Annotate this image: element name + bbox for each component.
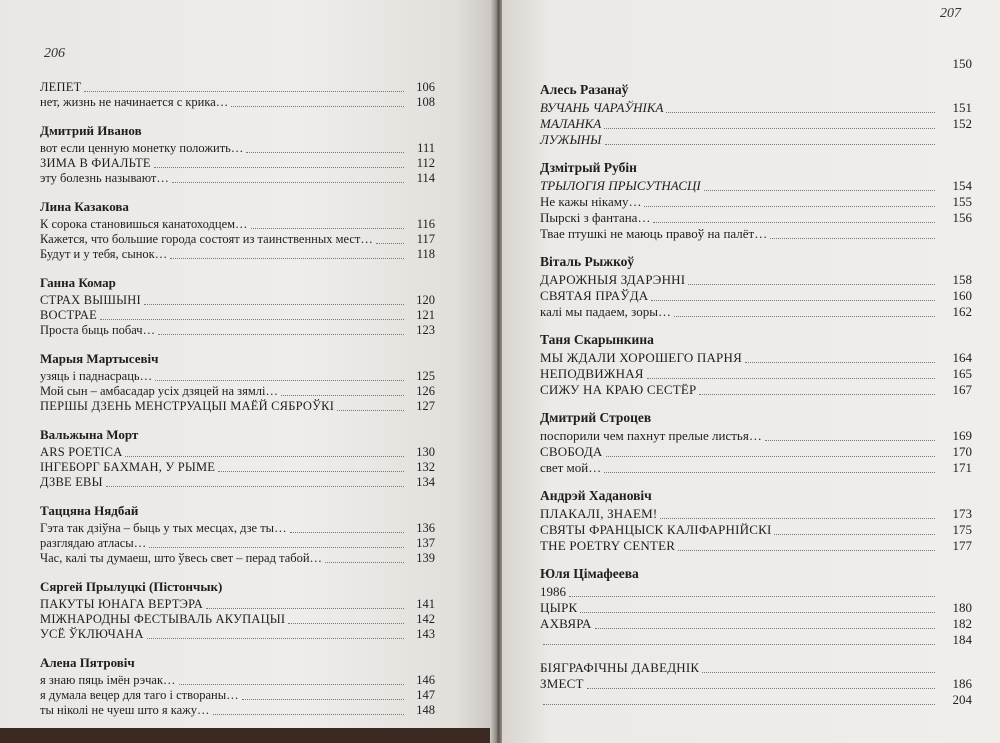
toc-entry	[540, 584, 972, 600]
toc-entry	[540, 178, 972, 194]
right-contents-column	[540, 56, 972, 720]
toc-entry	[540, 194, 972, 210]
dot-leader	[569, 596, 935, 597]
toc-entry	[40, 551, 435, 566]
toc-page-number: 186	[952, 676, 972, 691]
toc-page-number: 171	[952, 460, 972, 475]
toc-entry-title: МАЛАНКА	[540, 116, 602, 131]
toc-page-number: 121	[416, 308, 435, 322]
toc-author-name: Ганна Комар	[40, 275, 116, 290]
dot-leader	[543, 644, 935, 645]
toc-page-number: 143	[416, 627, 435, 641]
dot-leader	[325, 562, 404, 563]
dot-leader	[231, 106, 404, 107]
toc-page-number: 125	[416, 369, 435, 383]
toc-entry	[540, 506, 972, 522]
toc-entry-title: К сорока становишься канатоходцем…	[40, 217, 248, 231]
toc-entry	[40, 536, 435, 551]
toc-entry-title: эту болезнь называют…	[40, 171, 169, 185]
toc-page-number: 106	[416, 80, 435, 94]
toc-entry	[40, 445, 435, 460]
toc-entry-title: ТРЫЛОГІЯ ПРЫСУТНАСЦІ	[540, 178, 701, 193]
toc-entry-title: СВЯТАЯ ПРАЎДА	[540, 288, 649, 303]
dot-leader	[213, 714, 404, 715]
right-page-number: 207	[940, 6, 961, 21]
toc-page-number: 139	[416, 551, 435, 565]
toc-section	[540, 160, 972, 242]
toc-section	[40, 351, 435, 414]
toc-author-name: Дмитрий Строцев	[540, 410, 652, 425]
dot-leader	[644, 206, 935, 207]
dot-leader	[702, 672, 935, 673]
dot-leader	[246, 152, 404, 153]
toc-page-number: 108	[416, 95, 435, 109]
toc-page-number: 182	[952, 616, 972, 631]
dot-leader	[106, 486, 404, 487]
dot-leader	[281, 395, 404, 396]
toc-entry-title: узяць і паднасраць…	[40, 369, 153, 383]
dot-leader	[660, 518, 935, 519]
toc-entry	[40, 293, 435, 308]
toc-page-number: 150	[952, 56, 972, 71]
toc-page-number: 120	[416, 293, 435, 307]
toc-entry-title: Мой сын – амбасадар усіх дзяцей на зямлі…	[40, 384, 278, 398]
toc-entry	[540, 660, 972, 676]
dot-leader	[765, 440, 935, 441]
dot-leader	[147, 638, 404, 639]
toc-page-number: 146	[416, 673, 435, 687]
dot-leader	[543, 704, 935, 705]
toc-entry-title: калі мы падаем, зоры…	[540, 304, 671, 319]
toc-page-number: 177	[952, 538, 972, 553]
toc-entry-title: АХВЯРА	[540, 616, 592, 631]
toc-page-number: 151	[952, 100, 972, 115]
toc-entry-title: разглядаю атласы…	[40, 536, 147, 550]
toc-entry-title: я знаю пяць імён рэчак…	[40, 673, 176, 687]
toc-entry	[540, 132, 972, 148]
toc-entry-title: свет мой…	[540, 460, 602, 475]
dot-leader	[337, 410, 404, 411]
toc-author-name: Вальжына Морт	[40, 427, 139, 442]
dot-leader	[651, 300, 935, 301]
toc-page-number: 155	[952, 194, 972, 209]
toc-page-number: 116	[416, 217, 435, 231]
dot-leader	[242, 699, 404, 700]
toc-entry-title: ДАРОЖНЫЯ ЗДАРЭННІ	[540, 272, 686, 287]
toc-entry	[540, 100, 972, 116]
dot-leader	[647, 378, 935, 379]
dot-leader	[745, 362, 935, 363]
toc-entry	[540, 116, 972, 132]
toc-page-number: 142	[416, 612, 435, 626]
toc-entry	[40, 627, 435, 642]
toc-section	[540, 566, 972, 648]
toc-section	[540, 82, 972, 148]
toc-page-number: 123	[416, 323, 435, 337]
dot-leader	[170, 258, 404, 259]
toc-entry	[40, 141, 435, 156]
toc-entry	[540, 460, 972, 476]
left-page-number: 206	[44, 46, 65, 61]
dot-leader	[666, 112, 935, 113]
toc-page-number: 154	[952, 178, 972, 193]
toc-entry-title: Не кажы нікаму…	[540, 194, 642, 209]
toc-section	[40, 275, 435, 338]
toc-page-number: 137	[416, 536, 435, 550]
toc-entry-title: СВОБОДА	[540, 444, 603, 459]
dot-leader	[774, 534, 935, 535]
toc-entry	[540, 350, 972, 366]
toc-entry-title: МЫ ЖДАЛИ ХОРОШЕГО ПАРНЯ	[540, 350, 742, 365]
toc-entry-title: ЗИМА В ФИАЛЬТЕ	[40, 156, 151, 170]
toc-section	[40, 123, 435, 186]
toc-entry	[40, 521, 435, 536]
toc-author-name: Андрэй Хадановіч	[540, 488, 652, 503]
toc-entry	[40, 308, 435, 323]
toc-entry	[540, 272, 972, 288]
toc-entry	[40, 475, 435, 490]
dot-leader	[218, 471, 404, 472]
toc-entry-title: Пырскі з фантана…	[540, 210, 651, 225]
dot-leader	[595, 628, 935, 629]
toc-entry-title: УСЁ ЎКЛЮЧАНА	[40, 627, 144, 641]
toc-section	[540, 332, 972, 398]
toc-entry-title: СИЖУ НА КРАЮ СЕСТЁР	[540, 382, 697, 397]
toc-page-number: 141	[416, 597, 435, 611]
dot-leader	[179, 684, 404, 685]
dot-leader	[172, 182, 404, 183]
toc-page-number: 184	[952, 632, 972, 647]
toc-section	[40, 80, 435, 110]
toc-page-number: 173	[952, 506, 972, 521]
toc-entry-title: Гэта так дзіўна – быць у тых месцах, дзе ты…	[40, 521, 287, 535]
toc-page-number: 204	[952, 692, 972, 707]
toc-entry	[40, 597, 435, 612]
dot-leader	[699, 394, 935, 395]
toc-page-number: 175	[952, 522, 972, 537]
toc-entry	[40, 673, 435, 688]
toc-entry	[540, 692, 972, 708]
toc-author-name: Марыя Мартысевіч	[40, 351, 159, 366]
toc-entry-title: МІЖНАРОДНЫ ФЕСТЫВАЛЬ АКУПАЦЫІ	[40, 612, 286, 626]
toc-entry	[40, 217, 435, 232]
toc-entry-title: БІЯГРАФІЧНЫ ДАВЕДНІК	[540, 660, 700, 675]
toc-page-number: 160	[952, 288, 972, 303]
toc-author-name: Алесь Разанаў	[540, 82, 629, 97]
toc-author-name: Таццяна Нядбай	[40, 503, 139, 518]
toc-page-number: 167	[952, 382, 972, 397]
toc-entry	[540, 522, 972, 538]
toc-page-number: 156	[952, 210, 972, 225]
dot-leader	[154, 167, 404, 168]
toc-entry-title: СВЯТЫ ФРАНЦЫСК КАЛІФАРНІЙСКІ	[540, 522, 772, 537]
toc-page-number: 169	[952, 428, 972, 443]
toc-entry-title: Будут и у тебя, сынок…	[40, 247, 168, 261]
toc-page-number: 147	[416, 688, 435, 702]
toc-page-number: 164	[952, 350, 972, 365]
toc-section	[540, 488, 972, 554]
toc-entry-title: 1986	[540, 584, 566, 599]
toc-entry-title: ПАКУТЫ ЮНАГА ВЕРТЭРА	[40, 597, 203, 611]
toc-entry	[40, 703, 435, 718]
dot-leader	[125, 456, 404, 457]
toc-page-number: 130	[416, 445, 435, 459]
toc-section	[540, 410, 972, 476]
toc-author-name: Лина Казакова	[40, 199, 129, 214]
dot-leader	[770, 238, 935, 239]
toc-entry	[540, 382, 972, 398]
toc-entry-title: Кажется, что большие города состоят из таинственных мест…	[40, 232, 373, 246]
toc-entry	[40, 612, 435, 627]
dot-leader	[84, 91, 404, 92]
dot-leader	[604, 472, 935, 473]
dot-leader	[587, 688, 935, 689]
toc-entry	[540, 632, 972, 648]
toc-entry	[40, 156, 435, 171]
toc-entry	[540, 210, 972, 226]
dot-leader	[376, 243, 404, 244]
toc-page-number: 162	[952, 304, 972, 319]
dot-leader	[674, 316, 935, 317]
toc-page-number: 117	[416, 232, 435, 246]
toc-section	[540, 254, 972, 320]
toc-page-number: 136	[416, 521, 435, 535]
toc-section	[40, 655, 435, 718]
toc-entry	[40, 171, 435, 186]
toc-page-number: 180	[952, 600, 972, 615]
toc-section	[540, 660, 972, 708]
dot-leader	[678, 550, 935, 551]
toc-page-number: 165	[952, 366, 972, 381]
toc-entry-title: вот если ценную монетку положить…	[40, 141, 244, 155]
toc-entry-title: ПЕРШЫ ДЗЕНЬ МЕНСТРУАЦЫІ МАЁЙ СЯБРОЎКІ	[40, 399, 335, 413]
toc-author-name: Юля Цімафеева	[540, 566, 639, 581]
toc-entry	[40, 384, 435, 399]
dot-leader	[605, 144, 935, 145]
toc-entry-title: ВУЧАНЬ ЧАРАЎНІКА	[540, 100, 664, 115]
dot-leader	[155, 380, 404, 381]
toc-entry-title: НЕПОДВИЖНАЯ	[540, 366, 644, 381]
toc-entry-title: ДЗВЕ ЕВЫ	[40, 475, 103, 489]
dot-leader	[149, 547, 404, 548]
toc-author-name: Таня Скарынкина	[540, 332, 654, 347]
toc-author-name: Віталь Рыжкоў	[540, 254, 635, 269]
toc-page-number: 127	[416, 399, 435, 413]
toc-page-number: 114	[416, 171, 435, 185]
toc-entry-title: THE POETRY CENTER	[540, 538, 676, 553]
toc-author-name: Дзмітрый Рубін	[540, 160, 637, 175]
toc-page-number: 158	[952, 272, 972, 287]
toc-author-name: Дмитрий Иванов	[40, 123, 142, 138]
toc-author-name: Алена Пятровіч	[40, 655, 135, 670]
dot-leader	[606, 456, 935, 457]
toc-entry	[540, 444, 972, 460]
toc-entry-title: Проста быць побач…	[40, 323, 156, 337]
dot-leader	[288, 623, 404, 624]
toc-entry	[40, 688, 435, 703]
toc-entry-title: ВОСТРАЕ	[40, 308, 97, 322]
dot-leader	[100, 319, 404, 320]
toc-entry-title: нет, жизнь не начинается с крика…	[40, 95, 229, 109]
toc-entry	[540, 538, 972, 554]
dot-leader	[580, 612, 935, 613]
toc-section	[40, 503, 435, 566]
toc-section	[40, 579, 435, 642]
toc-page-number: 132	[416, 460, 435, 474]
toc-entry	[40, 95, 435, 110]
toc-entry	[40, 399, 435, 414]
toc-entry	[540, 676, 972, 692]
toc-page-number: 134	[416, 475, 435, 489]
toc-entry	[40, 80, 435, 95]
dot-leader	[604, 128, 935, 129]
toc-entry-title: поспорили чем пахнут прелые листья…	[540, 428, 762, 443]
toc-entry-title: ЗМЕСТ	[540, 676, 584, 691]
toc-entry	[40, 232, 435, 247]
toc-page-number: 152	[952, 116, 972, 131]
toc-entry	[540, 304, 972, 320]
toc-entry-title: я думала вецер для таго і створаны…	[40, 688, 239, 702]
toc-section	[40, 427, 435, 490]
toc-author-name: Сяргей Прылуцкі (Пістончык)	[40, 579, 223, 594]
toc-entry-title: Час, калі ты думаеш, што ўвесь свет – перад табой…	[40, 551, 323, 565]
toc-entry	[40, 460, 435, 475]
toc-entry	[540, 428, 972, 444]
toc-entry	[540, 600, 972, 616]
dot-leader	[251, 228, 404, 229]
dot-leader	[688, 284, 935, 285]
toc-entry-title: ЦЫРК	[540, 600, 578, 615]
toc-page-number: 111	[417, 141, 435, 155]
toc-entry	[540, 226, 972, 242]
toc-section	[40, 199, 435, 262]
dot-leader	[653, 222, 935, 223]
toc-entry	[540, 616, 972, 632]
toc-entry-title: ARS POETICA	[40, 445, 123, 459]
toc-entry	[40, 247, 435, 262]
toc-entry-title: ЛЕПЕТ	[40, 80, 82, 94]
toc-entry-title: ЛУЖЫНЫ	[540, 132, 602, 147]
dot-leader	[704, 190, 935, 191]
toc-entry	[40, 323, 435, 338]
toc-entry	[40, 369, 435, 384]
toc-entry-title: ПЛАКАЛІ, ЗНАЕМ!	[540, 506, 658, 521]
left-contents-column	[40, 80, 435, 731]
toc-entry-title: ты ніколі не чуеш што я кажу…	[40, 703, 210, 717]
top-page-number-entry	[912, 56, 972, 72]
dot-leader	[206, 608, 404, 609]
dot-leader	[158, 334, 404, 335]
toc-page-number: 126	[416, 384, 435, 398]
toc-page-number: 148	[416, 703, 435, 717]
toc-page-number: 118	[416, 247, 435, 261]
toc-page-number: 170	[952, 444, 972, 459]
toc-entry-title: СТРАХ ВЫШЫНІ	[40, 293, 141, 307]
toc-entry	[540, 366, 972, 382]
dot-leader	[290, 532, 404, 533]
toc-entry-title: Твае птушкі не маюць правоў на палёт…	[540, 226, 768, 241]
dot-leader	[144, 304, 404, 305]
toc-entry-title: ІНГЕБОРГ БАХМАН, У РЫМЕ	[40, 460, 216, 474]
toc-entry	[540, 288, 972, 304]
toc-page-number: 112	[416, 156, 435, 170]
